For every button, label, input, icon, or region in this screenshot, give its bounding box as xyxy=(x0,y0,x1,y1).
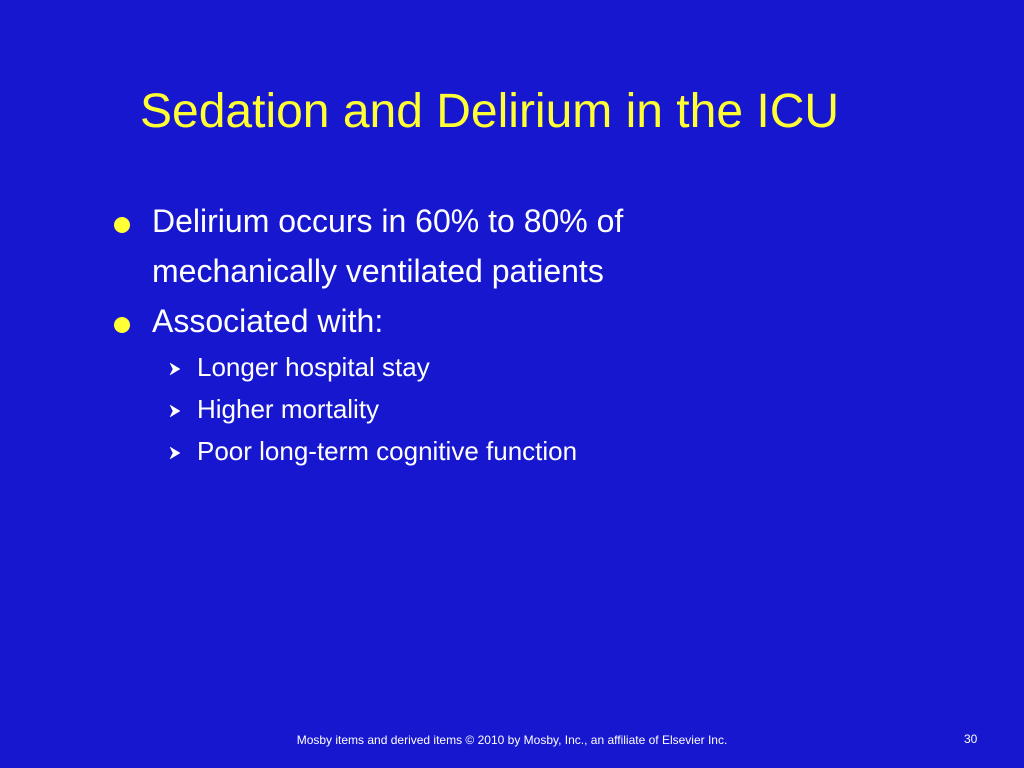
circle-bullet-icon xyxy=(114,317,130,333)
sub-bullet-item xyxy=(110,430,970,472)
copyright-footer: Mosby items and derived items © 2010 by Mosby, Inc., an affiliate of Elsevier Inc. xyxy=(296,733,728,747)
sub-bullet-item xyxy=(110,346,970,388)
sub-bullet-text: Longer hospital stay xyxy=(197,352,430,382)
bullet-text-line: mechanically ventilated patients xyxy=(152,253,604,289)
circle-bullet-icon xyxy=(114,217,130,233)
chevron-right-arrow-icon xyxy=(168,362,182,376)
slide-title: Sedation and Delirium in the ICU xyxy=(140,85,840,138)
sub-bullet-text: Poor long-term cognitive function xyxy=(197,436,578,466)
page-number: 30 xyxy=(964,732,978,746)
bullet-text-line: Associated with: xyxy=(152,303,384,339)
chevron-right-arrow-icon xyxy=(168,446,182,460)
bullet-item xyxy=(110,196,970,296)
chevron-right-arrow-icon xyxy=(168,404,182,418)
bullet-item xyxy=(110,296,970,346)
sub-bullet-item xyxy=(110,388,970,430)
bullet-text-line: Delirium occurs in 60% to 80% of xyxy=(152,203,624,239)
sub-bullet-text: Higher mortality xyxy=(197,394,380,424)
slide-body xyxy=(110,196,970,472)
